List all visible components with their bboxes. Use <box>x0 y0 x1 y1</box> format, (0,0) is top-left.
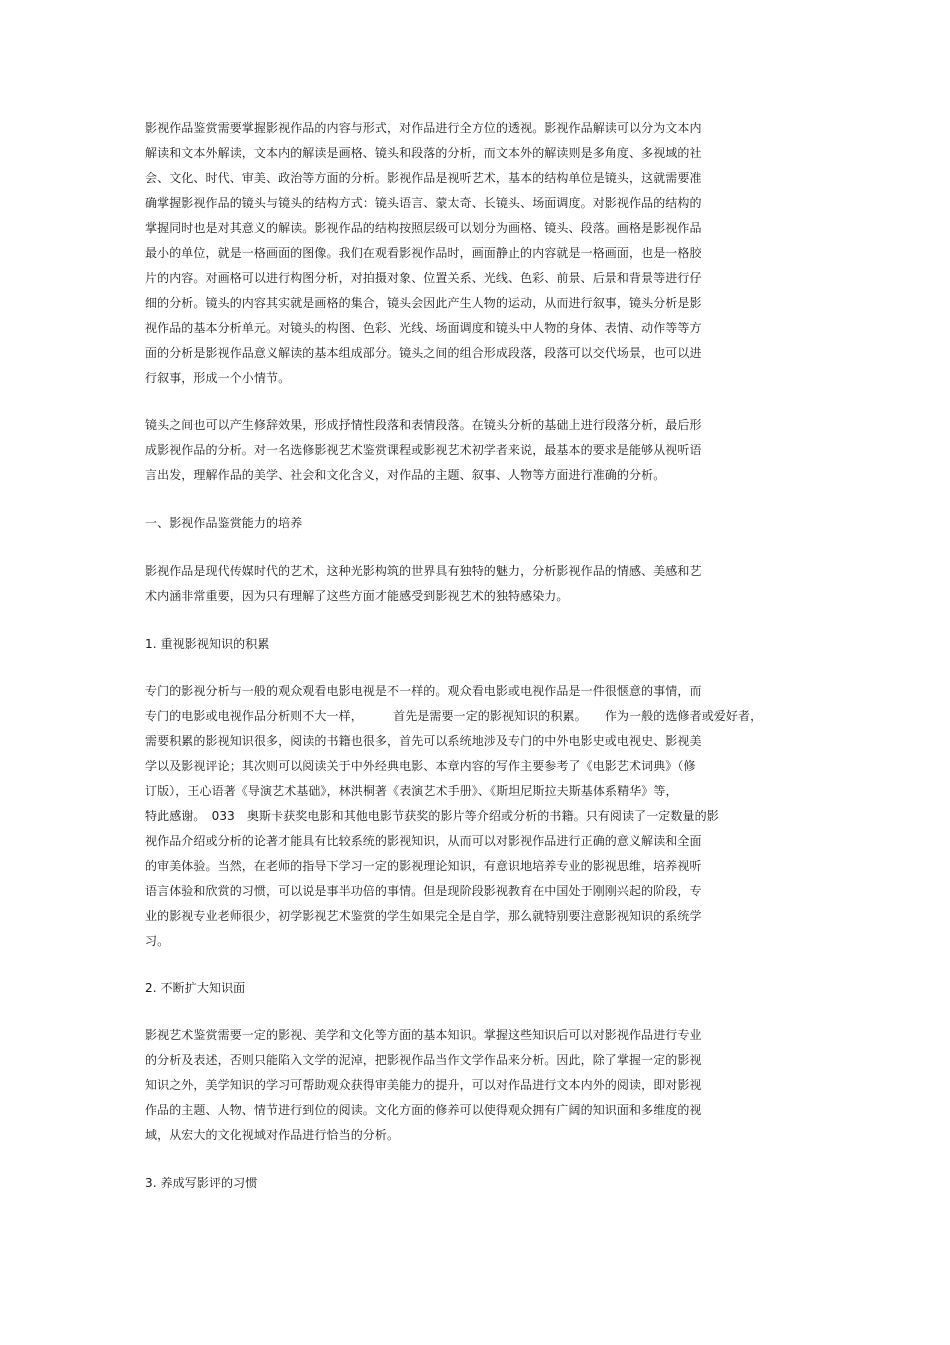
text-line: 习。 <box>145 934 170 948</box>
text-line: 成影视作品的分析。对一名选修影视艺术鉴赏课程或影视艺术初学者来说，最基本的要求是能够从视听语 <box>145 443 702 457</box>
text-line: 订版），王心语著《导演艺术基础》，林洪桐著《表演艺术手册》、《斯坦尼斯拉夫斯基体系精华》等， <box>145 784 678 798</box>
text-line: 的审美体验。当然，在老师的指导下学习一定的影视理论知识，有意识地培养专业的影视思维，培养视听 <box>145 859 702 873</box>
text-line: 学以及影视评论；其次则可以阅读关于中外经典电影、本章内容的写作主要参考了《电影艺术词典》（修 <box>145 759 696 773</box>
section-heading-1: 一、影视作品鉴赏能力的培养 <box>145 516 303 530</box>
text-line: 专门的电影或电视作品分析则不大一样， 首先是需要一定的影视知识的积累。 作为一般的选修者或爱好者， <box>145 709 763 723</box>
text-line: 的分析及表述，否则只能陷入文学的泥淖，把影视作品当作文学作品来分析。因此，除了掌握一定的影视 <box>145 1053 702 1067</box>
text-line: 影视艺术鉴赏需要一定的影视、美学和文化等方面的基本知识。掌握这些知识后可以对影视作品进行专业 <box>145 1028 702 1042</box>
section-heading-4: 3. 养成写影评的习惯 <box>145 1176 258 1190</box>
text-line: 专门的影视分析与一般的观众观看电影电视是不一样的。观众看电影或电视作品是一件很惬意的事情，而 <box>145 684 702 698</box>
text-line: 行叙事，形成一个小情节。 <box>145 371 291 385</box>
text-line: 需要积累的影视知识很多，阅读的书籍也很多，首先可以系统地涉及专门的中外电影史或电视史、影视美 <box>145 734 702 748</box>
text-line: 解读和文本外解读，文本内的解读是画格、镜头和段落的分析，而文本外的解读则是多角度、多视域的社 <box>145 146 702 160</box>
text-line: 掌握同时也是对其意义的解读。影视作品的结构按照层级可以划分为画格、镜头、段落。画格是影视作品 <box>145 221 702 235</box>
text-line: 最小的单位，就是一格画面的图像。我们在观看影视作品时，画面静止的内容就是一格画面，也是一格胶 <box>145 246 702 260</box>
text-line: 业的影视专业老师很少，初学影视艺术鉴赏的学生如果完全是自学，那么就特别要注意影视知识的系统学 <box>145 909 702 923</box>
text-line: 语言体验和欣赏的习惯，可以说是事半功倍的事情。但是现阶段影视教育在中国处于刚刚兴起的阶段，专 <box>145 884 702 898</box>
text-line: 作品的主题、人物、情节进行到位的阅读。文化方面的修养可以使得观众拥有广阔的知识面和多维度的视 <box>145 1103 702 1117</box>
section-heading-3: 2. 不断扩大知识面 <box>145 981 246 995</box>
text-line: 域，从宏大的文化视域对作品进行恰当的分析。 <box>145 1128 400 1142</box>
text-line: 术内涵非常重要，因为只有理解了这些方面才能感受到影视艺术的独特感染力。 <box>145 589 569 603</box>
text-line: 视作品介绍或分析的论著才能具有比较系统的影视知识，从而可以对影视作品进行正确的意义解读和全面 <box>145 834 702 848</box>
text-line: 镜头之间也可以产生修辞效果，形成抒情性段落和表情段落。在镜头分析的基础上进行段落分析，最后形 <box>145 418 702 432</box>
text-line: 特此感谢。 033 奥斯卡获奖电影和其他电影节获奖的影片等介绍或分析的书籍。只有阅读了一定数量的影 <box>145 809 719 823</box>
text-line: 言出发，理解作品的美学、社会和文化含义，对作品的主题、叙事、人物等方面进行准确的分析。 <box>145 468 666 482</box>
section-heading-2: 1. 重视影视知识的积累 <box>145 637 270 651</box>
text-line: 知识之外，美学知识的学习可帮助观众获得审美能力的提升，可以对作品进行文本内外的阅读，即对影视 <box>145 1078 702 1092</box>
text-line: 视作品的基本分析单元。对镜头的构图、色彩、光线、场面调度和镜头中人物的身体、表情、动作等等方 <box>145 321 702 335</box>
text-line: 面的分析是影视作品意义解读的基本组成部分。镜头之间的组合形成段落，段落可以交代场景，也可以进 <box>145 346 702 360</box>
text-line: 影视作品是现代传媒时代的艺术，这种光影构筑的世界具有独特的魅力，分析影视作品的情感、美感和艺 <box>145 564 702 578</box>
text-line: 影视作品鉴赏需要掌握影视作品的内容与形式，对作品进行全方位的透视。影视作品解读可以分为文本内 <box>145 121 702 135</box>
text-line: 片的内容。对画格可以进行构图分析，对拍摄对象、位置关系、光线、色彩、前景、后景和背景等进行仔 <box>145 271 702 285</box>
text-line: 会、文化、时代、审美、政治等方面的分析。影视作品是视听艺术，基本的结构单位是镜头，这就需要准 <box>145 171 702 185</box>
text-line: 确掌握影视作品的镜头与镜头的结构方式：镜头语言、蒙太奇、长镜头、场面调度。对影视作品的结构的 <box>145 196 702 210</box>
text-line: 细的分析。镜头的内容其实就是画格的集合，镜头会因此产生人物的运动，从而进行叙事，镜头分析是影 <box>145 296 702 310</box>
